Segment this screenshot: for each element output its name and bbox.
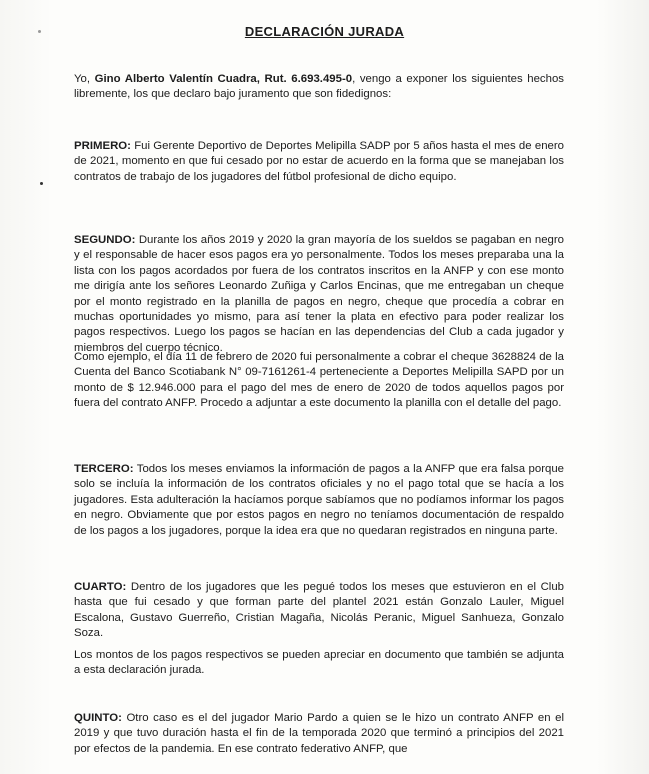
section-cuarto — [74, 580, 564, 642]
section-montos — [74, 648, 564, 679]
section-heading: CUARTO: — [74, 581, 127, 593]
section-tercero — [74, 462, 564, 539]
intro-paragraph — [74, 72, 564, 103]
section-text: Dentro de los jugadores que les pegué todos los meses que estuvieron en el Club hasta que fui cesado y que forman parte del plantel 2021 están Gonzalo Lauler, Miguel Escalona, Gustavo Guerreño, Cristian Magaña, Nicolás Peranic, Miguel Sanhueza, Gonzalo Soza. — [74, 581, 564, 640]
section-text: Todos los meses enviamos la información de pagos a la ANFP que era falsa porque solo se incluía la información de los contratos oficiales y no el pago total que se hacía a los jugadores. Esta adulteración la hacíamos porque sabíamos que no podíamos informar los pagos en negro. Obviamente que por estos pagos en negro no teníamos documentación de respaldo de los pagos a los jugadores, porque la idea era que no quedaran registrados en ninguna parte. — [74, 463, 564, 537]
intro-prefix: Yo, — [74, 73, 95, 85]
section-text: Otro caso es el del jugador Mario Pardo a quien se le hizo un contrato ANFP en el 2019 y que tuvo duración hasta el fin de la temporada 2020 que terminó a principios del 2021 por efectos de la pandemia. En ese contrato federativo ANFP, que — [74, 712, 564, 755]
section-text: Durante los años 2019 y 2020 la gran mayoría de los sueldos se pagaban en negro y el responsable de hacer esos pagos era yo personalmente. Todos los meses preparaba una la lista con los pagos acordados por fuera de los contratos inscritos en la ANFP y con ese monto me dirigía ante los señores Leonardo Zuñiga y Carlos Encinas, que me entregaban un cheque por el monto registrado en la planilla de pagos en negro, cheque que procedía a cobrar en muchas oportunidades yo mismo, para así tener la plata en efectivo para poder realizar los pagos respectivos. Luego los pagos se hacían en las dependencias del Club a cada jugador y miembros del cuerpo técnico. — [74, 234, 564, 354]
declarant-name: Gino Alberto Valentín Cuadra, Rut. 6.693.495-0 — [94, 73, 353, 85]
section-text: Los montos de los pagos respectivos se pueden apreciar en documento que también se adjunta a esta declaración jurada. — [74, 649, 564, 677]
section-example — [74, 350, 564, 412]
section-segundo — [74, 233, 564, 356]
section-heading: TERCERO: — [74, 463, 134, 475]
document-title: DECLARACIÓN JURADA — [244, 24, 405, 39]
section-quinto — [74, 711, 564, 757]
section-primero — [74, 139, 564, 185]
section-heading: SEGUNDO: — [74, 234, 136, 246]
section-text: Como ejemplo, el día 11 de febrero de 2020 fui personalmente a cobrar el cheque 3628824 de la Cuenta del Banco Scotiabank N° 09-7161261-4 perteneciente a Deportes Melipilla SAPD por un monto de $ 12.946.000 para el pago del mes de enero de 2020 de todos aquellos pagos por fuera del contrato ANFP. Procedo a adjuntar a este documento la planilla con el detalle del pago. — [74, 351, 564, 410]
section-heading: QUINTO: — [74, 712, 122, 724]
margin-mark — [40, 182, 43, 185]
section-heading: PRIMERO: — [74, 140, 131, 152]
intro-text: , vengo a exponer los siguientes hechos libremente, los que declaro bajo juramento que son fidedignos: — [74, 73, 564, 101]
section-text: Fui Gerente Deportivo de Deportes Melipilla SADP por 5 años hasta el mes de enero de 2021, momento en que fui cesado por no estar de acuerdo en la forma que se manejaban los contratos de trabajo de los jugadores del fútbol profesional de dicho equipo. — [74, 140, 564, 183]
